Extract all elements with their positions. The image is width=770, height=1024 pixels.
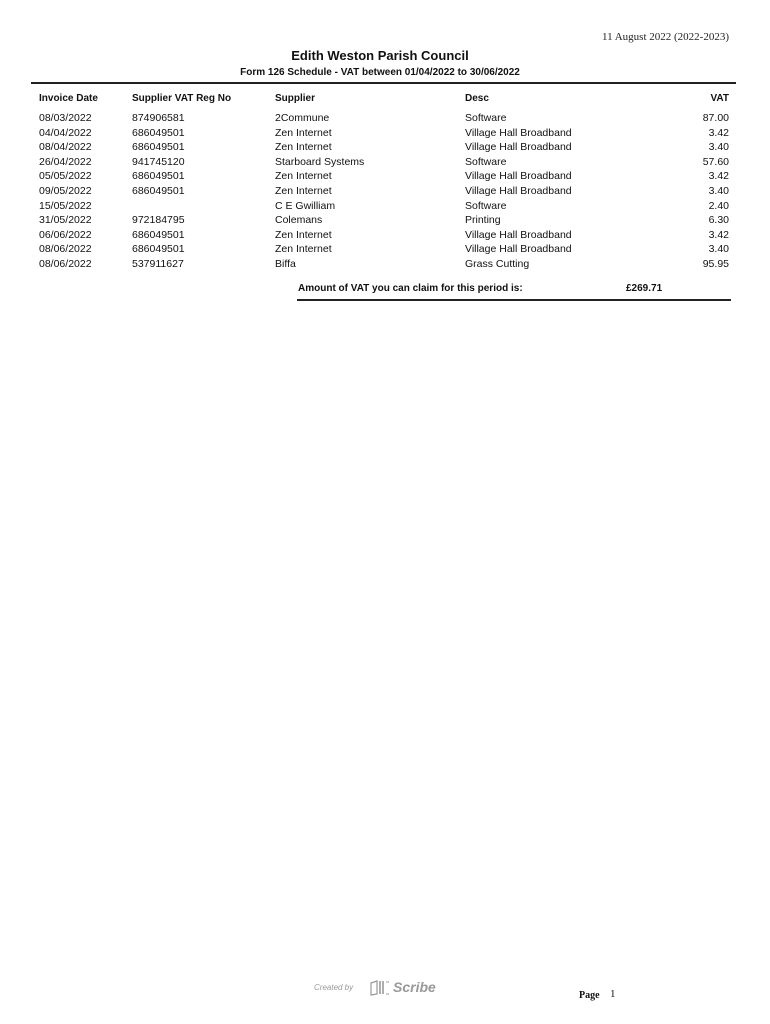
cell-vat: 3.40 bbox=[708, 141, 729, 154]
cell-invoice-date: 09/05/2022 bbox=[39, 184, 92, 197]
cell-desc: Printing bbox=[465, 214, 501, 227]
cell-desc: Village Hall Broadband bbox=[465, 243, 572, 256]
cell-supplier-vat-reg: 686049501 bbox=[132, 228, 185, 241]
footer-brand: Scribe bbox=[393, 979, 436, 995]
table-row bbox=[0, 185, 770, 200]
cell-vat: 3.40 bbox=[708, 184, 729, 197]
cell-desc: Village Hall Broadband bbox=[465, 170, 572, 183]
cell-supplier-vat-reg: 537911627 bbox=[132, 257, 184, 270]
scribe-logo-icon bbox=[369, 980, 391, 996]
cell-vat: 57.60 bbox=[702, 155, 729, 168]
cell-invoice-date: 04/04/2022 bbox=[39, 126, 92, 139]
cell-supplier-vat-reg: 686049501 bbox=[132, 141, 185, 154]
cell-supplier: Biffa bbox=[275, 257, 296, 270]
org-name: Edith Weston Parish Council bbox=[291, 48, 469, 63]
total-value: £269.71 bbox=[626, 283, 663, 294]
cell-supplier-vat-reg: 686049501 bbox=[132, 170, 185, 183]
total-label: Amount of VAT you can claim for this period is: bbox=[298, 283, 523, 294]
cell-supplier: Colemans bbox=[275, 214, 323, 227]
col-header-supplier-vat-reg: Supplier VAT Reg No bbox=[132, 93, 232, 104]
footer-created-by: Created by bbox=[314, 983, 354, 992]
cell-supplier: Zen Internet bbox=[275, 228, 332, 241]
cell-vat: 3.40 bbox=[708, 243, 729, 256]
table-row bbox=[0, 127, 770, 142]
cell-supplier: C E Gwilliam bbox=[275, 199, 336, 212]
table-row bbox=[0, 141, 770, 156]
cell-supplier: Starboard Systems bbox=[275, 155, 365, 168]
cell-vat: 2.40 bbox=[708, 199, 729, 212]
table-row bbox=[0, 170, 770, 185]
cell-supplier-vat-reg: 941745120 bbox=[132, 155, 185, 168]
cell-invoice-date: 08/03/2022 bbox=[39, 112, 92, 124]
cell-invoice-date: 15/05/2022 bbox=[39, 199, 92, 212]
col-header-vat: VAT bbox=[710, 93, 729, 104]
cell-desc: Grass Cutting bbox=[465, 257, 530, 270]
top-rule bbox=[31, 82, 736, 84]
cell-supplier: Zen Internet bbox=[275, 141, 332, 154]
table-row bbox=[0, 112, 770, 127]
page-label: Page bbox=[579, 990, 600, 1001]
cell-supplier: 2Commune bbox=[275, 112, 330, 124]
cell-supplier: Zen Internet bbox=[275, 170, 332, 183]
cell-desc: Village Hall Broadband bbox=[465, 228, 572, 241]
table-row bbox=[0, 156, 770, 171]
cell-supplier-vat-reg: 686049501 bbox=[132, 126, 185, 139]
table-row bbox=[0, 214, 770, 229]
cell-desc: Village Hall Broadband bbox=[465, 184, 572, 197]
cell-supplier: Zen Internet bbox=[275, 184, 332, 197]
col-header-supplier: Supplier bbox=[275, 93, 316, 104]
cell-invoice-date: 31/05/2022 bbox=[39, 214, 92, 227]
cell-desc: Software bbox=[465, 112, 507, 124]
cell-supplier-vat-reg: 686049501 bbox=[132, 243, 185, 256]
cell-vat: 95.95 bbox=[702, 257, 729, 270]
table-row bbox=[0, 200, 770, 215]
cell-supplier-vat-reg: 686049501 bbox=[132, 184, 185, 197]
page-number: 1 bbox=[610, 988, 616, 1000]
table-row bbox=[0, 258, 770, 273]
cell-supplier: Zen Internet bbox=[275, 126, 332, 139]
table-body bbox=[0, 112, 770, 273]
table-row bbox=[0, 229, 770, 244]
col-header-invoice-date: Invoice Date bbox=[39, 93, 98, 104]
cell-vat: 87.00 bbox=[702, 112, 729, 124]
report-date: 11 August 2022 (2022-2023) bbox=[601, 31, 729, 43]
cell-invoice-date: 06/06/2022 bbox=[39, 228, 92, 241]
cell-supplier-vat-reg: 972184795 bbox=[132, 214, 185, 227]
cell-invoice-date: 05/05/2022 bbox=[39, 170, 92, 183]
cell-invoice-date: 08/06/2022 bbox=[39, 257, 92, 270]
cell-vat: 3.42 bbox=[708, 126, 729, 139]
cell-vat: 6.30 bbox=[708, 214, 729, 227]
table-row bbox=[0, 243, 770, 258]
cell-desc: Software bbox=[465, 155, 507, 168]
cell-supplier: Zen Internet bbox=[275, 243, 332, 256]
cell-vat: 3.42 bbox=[708, 170, 729, 183]
report-subtitle: Form 126 Schedule - VAT between 01/04/2022 to 30/06/2022 bbox=[240, 67, 520, 78]
cell-desc: Village Hall Broadband bbox=[465, 141, 572, 154]
cell-invoice-date: 26/04/2022 bbox=[39, 155, 92, 168]
col-header-desc: Desc bbox=[465, 93, 489, 104]
cell-invoice-date: 08/04/2022 bbox=[39, 141, 92, 154]
cell-invoice-date: 08/06/2022 bbox=[39, 243, 92, 256]
total-rule bbox=[297, 299, 731, 301]
cell-desc: Village Hall Broadband bbox=[465, 126, 572, 139]
cell-supplier-vat-reg: 874906581 bbox=[132, 112, 185, 124]
cell-desc: Software bbox=[465, 199, 507, 212]
cell-vat: 3.42 bbox=[708, 228, 729, 241]
